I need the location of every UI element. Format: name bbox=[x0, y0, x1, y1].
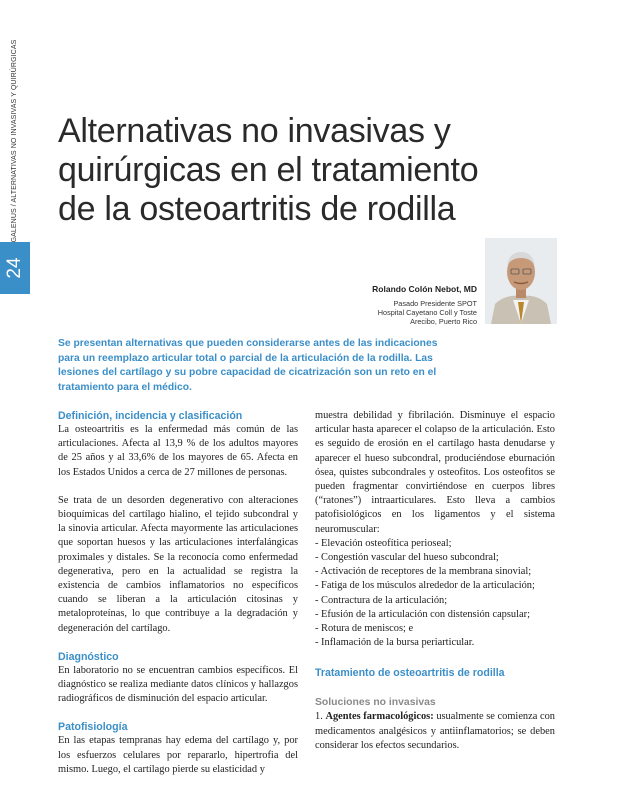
column-right bbox=[315, 409, 555, 753]
list-item: - Rotura de meniscos; e bbox=[315, 623, 414, 635]
list-item: - Elevación osteofítica perioseal; bbox=[315, 537, 452, 549]
paragraph: En las etapas tempranas hay edema del cartílago y, por los esfuerzos celulares por repararlo, hipertrofia del mismo. Luego, el cartílago pierde su elasticidad y bbox=[58, 735, 298, 775]
item-number: 1. bbox=[315, 711, 323, 723]
page-number: 24 bbox=[4, 257, 25, 279]
item-term: Agentes farmacológicos: bbox=[325, 711, 434, 723]
page-number-tab bbox=[0, 242, 30, 294]
author-affiliation-line: Hospital Cayetano Coll y Toste bbox=[377, 308, 477, 317]
title-line: de la osteoartritis de rodilla bbox=[58, 190, 456, 228]
paragraph: muestra debilidad y fibrilación. Disminuye el espacio articular hasta aparecer el colapso de la articulación. Esto es seguido de erosión en el cartílago hasta denudarse y aparecer el hueso subcondral, produciéndose eburnación ósea, quistes subcondrales y osteofitos. Los osteofitos se pueden fragmentar convirtiéndose en cuerpos libres (“ratones”) intraarticulares. Esto lleva a cambios patofisiológicos en los ligamentos y el sistema neuromuscular: bbox=[315, 410, 555, 535]
author-affiliation-line: Pasado Presidente SPOT bbox=[393, 299, 477, 308]
pathophysiology-list bbox=[315, 537, 555, 651]
title-line: Alternativas no invasivas y bbox=[58, 112, 451, 150]
author-portrait-image bbox=[485, 238, 557, 324]
numbered-paragraph bbox=[315, 710, 555, 753]
section-heading: Tratamiento de osteoartritis de rodilla bbox=[315, 667, 505, 680]
paragraph: En laboratorio no se encuentran cambios específicos. El diagnóstico se realiza mediante datos clínicos y hallazgos radiográficos de disminución del espacio articular. bbox=[58, 664, 298, 705]
sidebar bbox=[0, 0, 30, 802]
paragraph: Se trata de un desorden degenerativo con alteraciones bioquímicas del cartílago hialino, el tejido subcondral y la sinovia articular. Afecta mayormente las articulaciones que soportan huesos y las articulaciones interfalángicas proximales y distales. Se la reconocía como enfermedad degenerativa, pero en la actualidad se registra la existencia de cambios inflamatorios no específicos cuando se liberan a la articulación citosinas y metaloproteínas, lo que contribuye a la degradación y degeneración del cartílago. bbox=[58, 494, 298, 634]
running-head: GALENUS / ALTERNATIVAS NO INVASIVAS Y QUIRÚRGICAS bbox=[11, 39, 18, 243]
list-item: - Inflamación de la bursa periarticular. bbox=[315, 637, 475, 649]
list-item: - Contractura de la articulación; bbox=[315, 594, 448, 606]
column-left bbox=[58, 409, 298, 777]
list-item: - Activación de receptores de la membrana sinovial; bbox=[315, 566, 532, 578]
item-text: usualmente se comienza con medicamentos analgésicos y antiinflamatorios; se deben considerar los efectos secundarios. bbox=[315, 711, 555, 751]
section-heading: Definición, incidencia y clasificación bbox=[58, 410, 243, 422]
paragraph: La osteoartritis es la enfermedad más común de las articulaciones. Afecta al 13,9 % de los adultos mayores de 25 años y al 33,6% de los mayores de 65. Afecta en los Estados Unidos a cerca de 27 millones de personas. bbox=[58, 424, 298, 478]
article-title bbox=[58, 112, 558, 229]
list-item: - Fatiga de los músculos alrededor de la articulación; bbox=[315, 580, 535, 592]
author-name: Rolando Colón Nebot, MD bbox=[372, 284, 477, 294]
title-line: quirúrgicas en el tratamiento bbox=[58, 151, 479, 189]
section-heading: Patofisiología bbox=[58, 721, 128, 734]
section-heading: Diagnóstico bbox=[58, 650, 119, 663]
list-item: - Congestión vascular del hueso subcondral; bbox=[315, 552, 499, 564]
subsection-heading: Soluciones no invasivas bbox=[315, 697, 436, 709]
list-item: - Efusión de la articulación con distensión capsular; bbox=[315, 608, 530, 620]
author-affiliation-line: Arecibo, Puerto Rico bbox=[410, 317, 477, 326]
abstract: Se presentan alternativas que pueden considerarse antes de las indicaciones para un reemplazo articular total o parcial de la articulación de la rodilla. Las lesiones del cartílago y su pobre capacidad de cicatrización son un reto en el tratamiento para el médico. bbox=[58, 338, 438, 393]
author-photo bbox=[485, 238, 557, 324]
